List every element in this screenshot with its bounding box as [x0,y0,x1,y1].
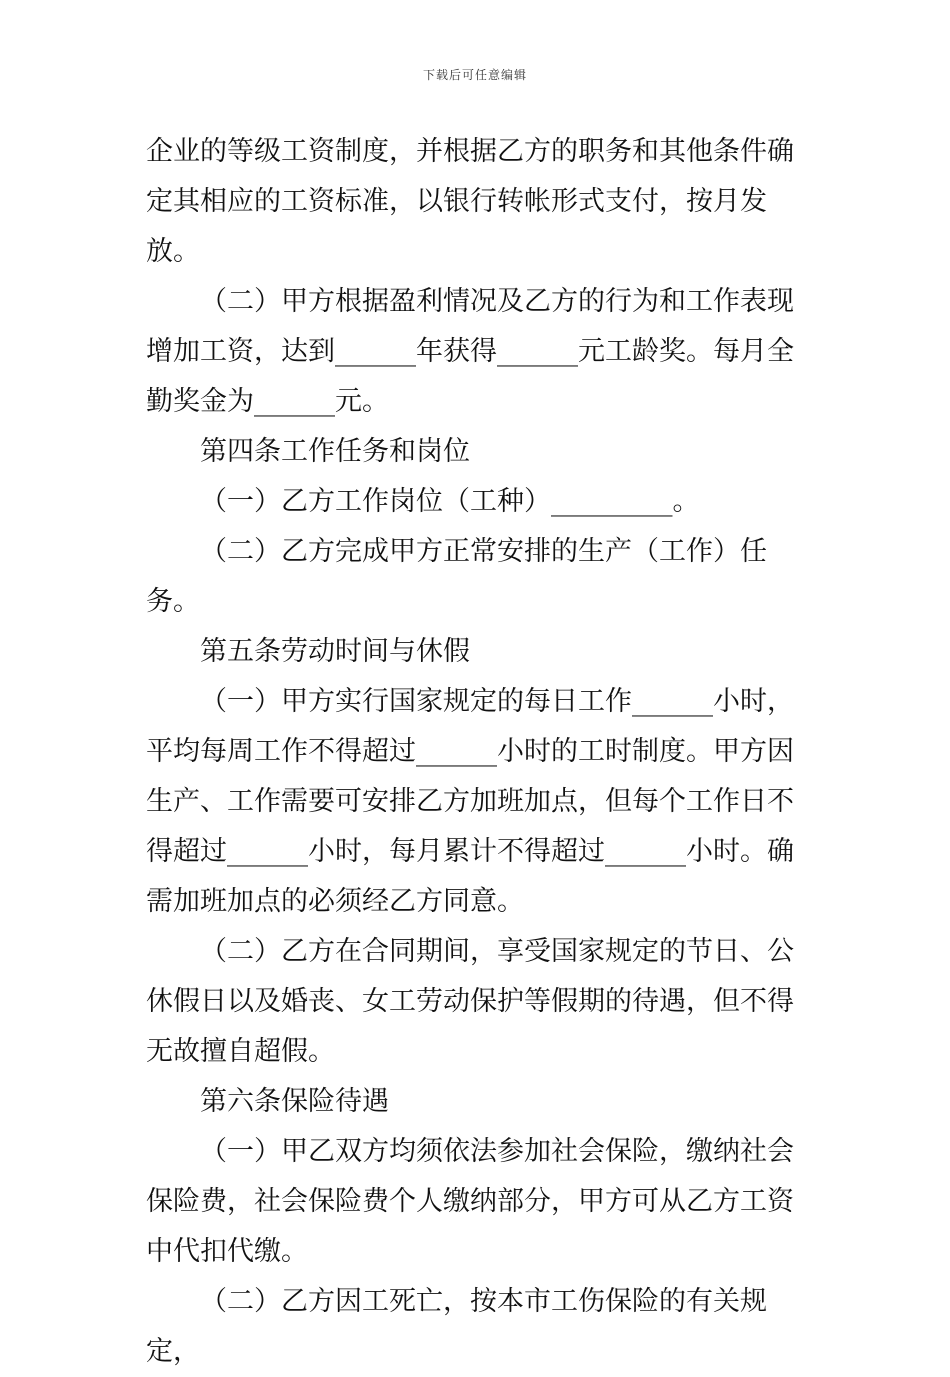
paragraph: （一）甲乙双方均须依法参加社会保险，缴纳社会保险费，社会保险费个人缴纳部分，甲方可从乙方工资中代扣代缴。 [146,1136,794,1267]
paragraph: （一）乙方工作岗位（工种）_________。 [200,486,700,517]
article-heading: 第五条劳动时间与休假 [200,636,470,667]
document-body [146,127,812,1377]
page-header: 下载后可任意编辑 [422,68,527,82]
paragraph: （二）乙方在合同期间，享受国家规定的节日、公休假日以及婚丧、女工劳动保护等假期的待遇，但不得无故擅自超假。 [146,936,794,1067]
paragraph: （二）乙方完成甲方正常安排的生产（工作）任务。 [146,536,767,617]
paragraph: （二）甲方根据盈利情况及乙方的行为和工作表现增加工资，达到______年获得______元工龄奖。每月全勤奖金为______元。 [146,286,794,417]
paragraph: 企业的等级工资制度，并根据乙方的职务和其他条件确定其相应的工资标准，以银行转帐形式支付，按月发放。 [146,136,794,267]
article-heading: 第六条保险待遇 [200,1086,389,1117]
paragraph: （二）乙方因工死亡，按本市工伤保险的有关规定， [146,1286,767,1367]
article-heading: 第四条工作任务和岗位 [200,436,470,467]
paragraph: （一）甲方实行国家规定的每日工作______小时，平均每周工作不得超过______小时的工时制度。甲方因生产、工作需要可安排乙方加班加点，但每个工作日不得超过______小时，每月累计不得超过______小时。确需加班加点的必须经乙方同意。 [146,686,794,917]
